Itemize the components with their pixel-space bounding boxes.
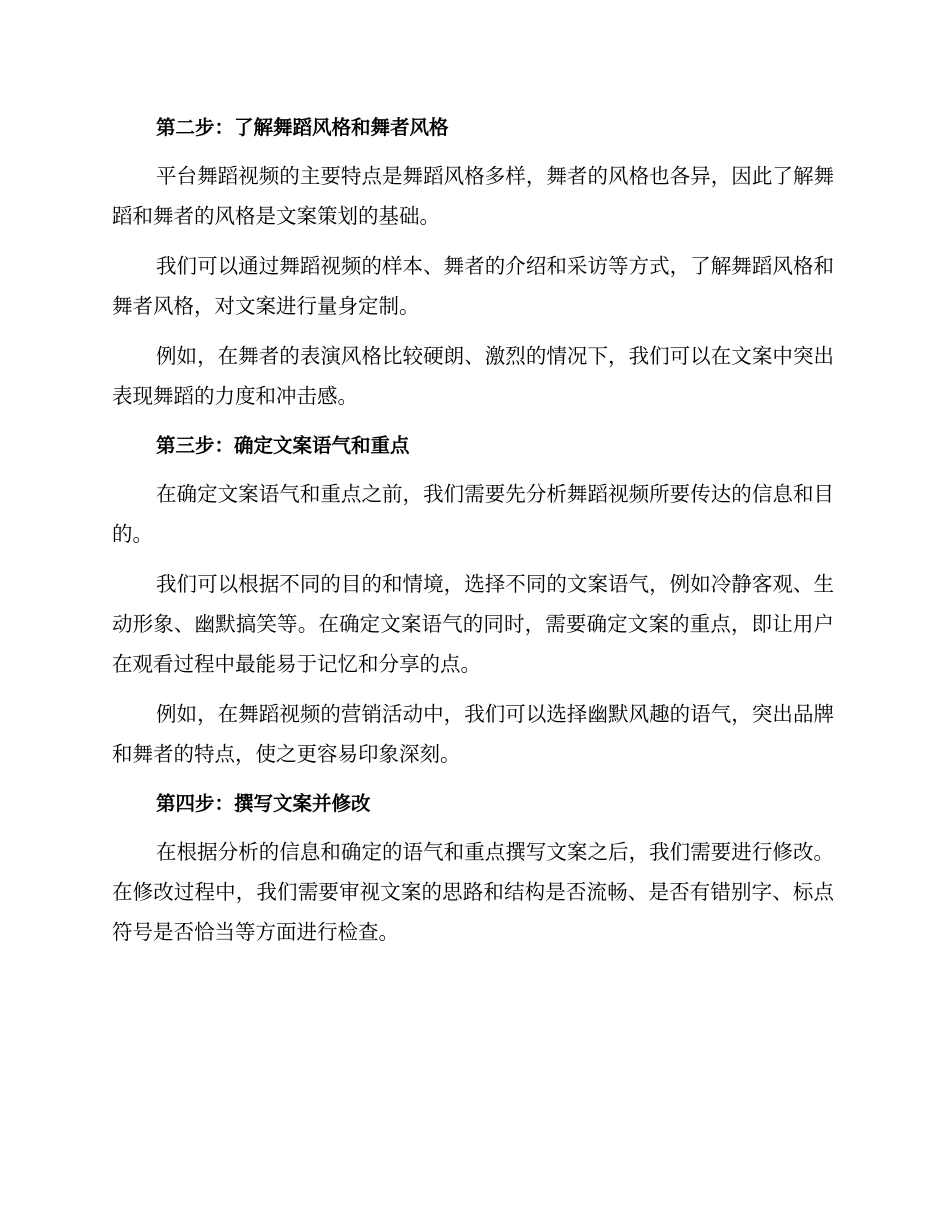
section-step-4 bbox=[112, 784, 834, 952]
paragraph: 例如，在舞者的表演风格比较硬朗、激烈的情况下，我们可以在文案中突出表现舞蹈的力度和冲击感。 bbox=[112, 344, 834, 408]
paragraph: 例如，在舞蹈视频的营销活动中，我们可以选择幽默风趣的语气，突出品牌和舞者的特点，使之更容易印象深刻。 bbox=[112, 702, 834, 766]
paragraph: 我们可以通过舞蹈视频的样本、舞者的介绍和采访等方式，了解舞蹈风格和舞者风格，对文案进行量身定制。 bbox=[112, 254, 834, 318]
paragraph: 在确定文案语气和重点之前，我们需要先分析舞蹈视频所要传达的信息和目的。 bbox=[112, 482, 834, 546]
document-body bbox=[112, 108, 834, 962]
paragraph: 我们可以根据不同的目的和情境，选择不同的文案语气，例如冷静客观、生动形象、幽默搞笑等。在确定文案语气的同时，需要确定文案的重点，即让用户在观看过程中最能易于记忆和分享的点。 bbox=[112, 572, 834, 676]
section-step-2 bbox=[112, 108, 834, 416]
paragraph: 平台舞蹈视频的主要特点是舞蹈风格多样，舞者的风格也各异，因此了解舞蹈和舞者的风格是文案策划的基础。 bbox=[112, 164, 834, 228]
paragraph: 在根据分析的信息和确定的语气和重点撰写文案之后，我们需要进行修改。在修改过程中，我们需要审视文案的思路和结构是否流畅、是否有错别字、标点符号是否恰当等方面进行检查。 bbox=[112, 840, 834, 944]
section-step-3 bbox=[112, 426, 834, 774]
section-heading: 第三步：确定文案语气和重点 bbox=[156, 434, 410, 457]
section-heading: 第四步：撰写文案并修改 bbox=[156, 792, 371, 815]
section-heading: 第二步：了解舞蹈风格和舞者风格 bbox=[156, 116, 449, 139]
